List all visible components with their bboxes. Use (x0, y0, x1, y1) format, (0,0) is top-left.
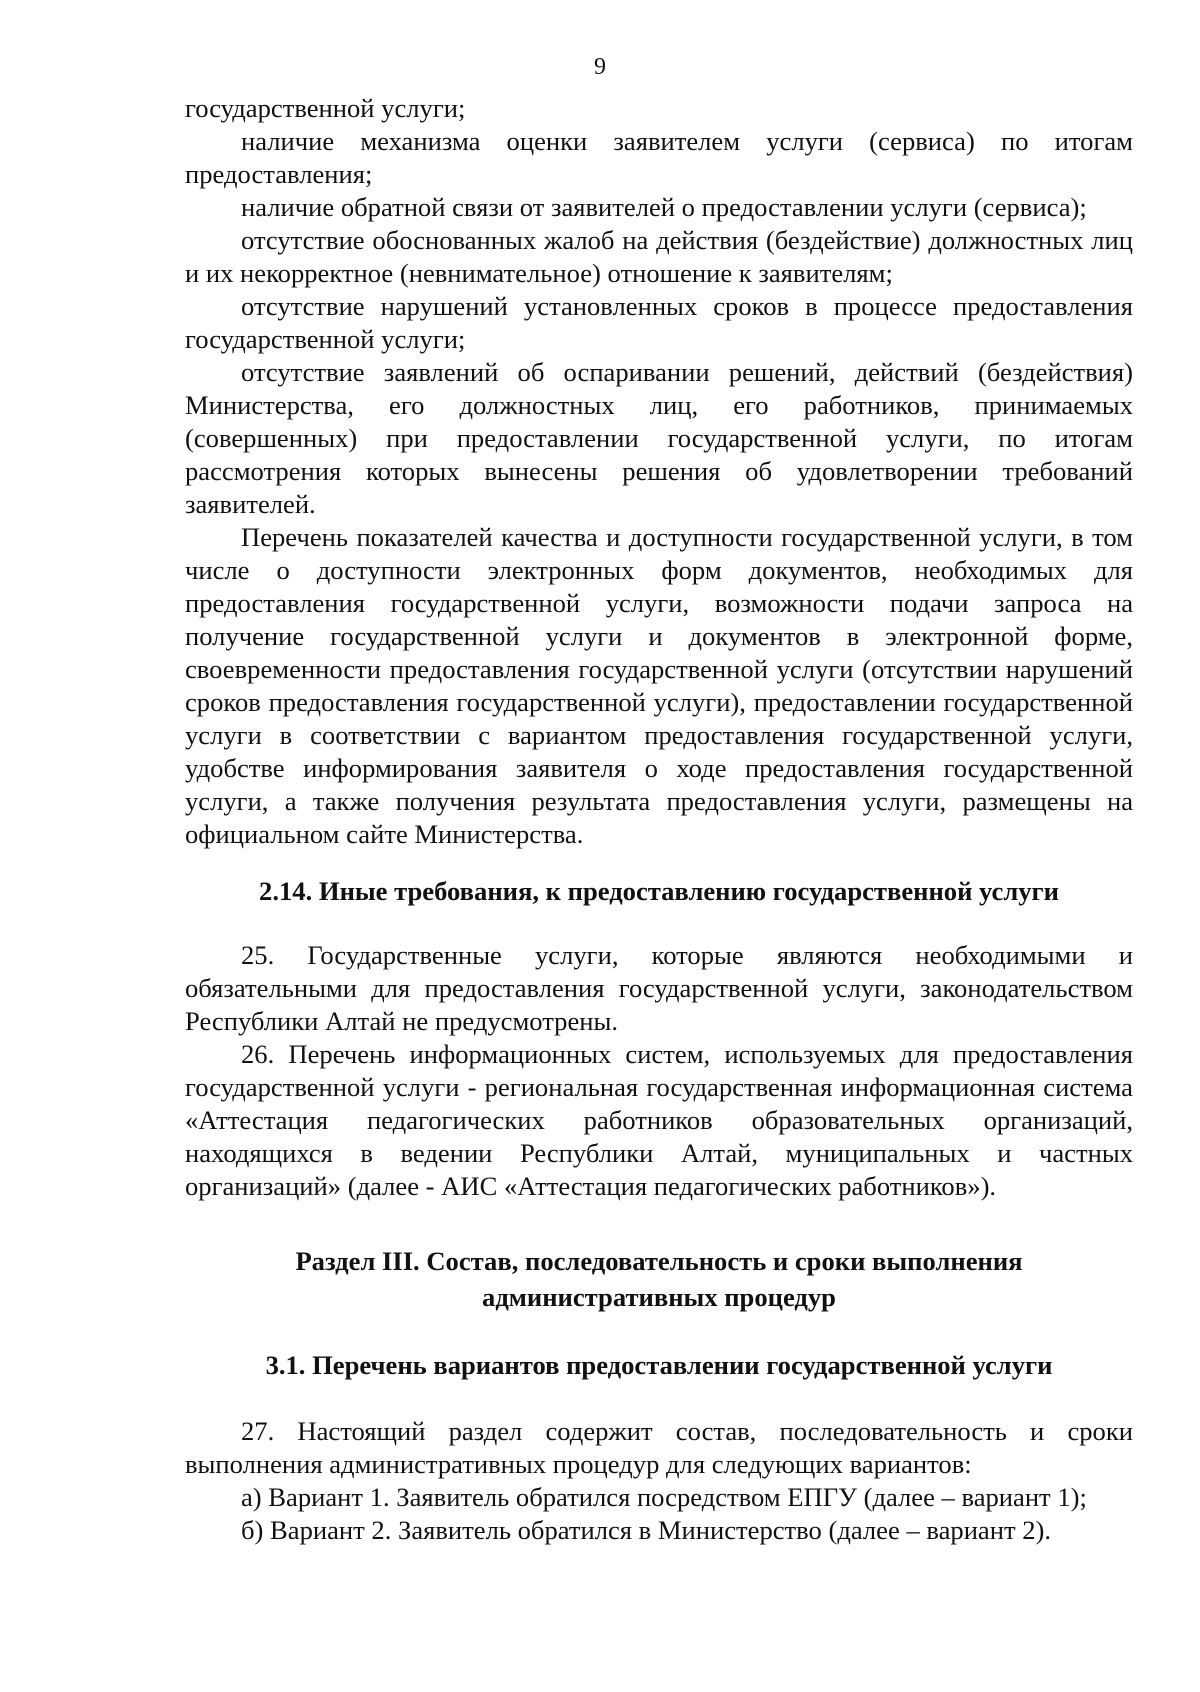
paragraph-item-27: 27. Настоящий раздел содержит состав, последовательность и сроки выполнения административных процедур для следующих вариантов: (185, 1416, 1133, 1479)
document-body (185, 92, 1133, 1547)
paragraph-feedback: наличие обратной связи от заявителей о предоставлении услуги (сервиса); (241, 192, 1087, 222)
paragraph-evaluation-mechanism: наличие механизма оценки заявителем услуги (сервиса) по итогам предоставления; (185, 126, 1133, 189)
paragraph-item-26: 26. Перечень информационных систем, используемых для предоставления государственной услуги - региональная государственная информационная система «Аттестация педагогических работников образовательных организаций, находящихся в ведении Республики Алтай, муниципальных и частных организаций» (далее - АИС «Аттестация педагогических работников»). (185, 1039, 1133, 1201)
paragraph-item-25: 25. Государственные услуги, которые являются необходимыми и обязательными для предоставления государственной услуги, законодательством Республики Алтай не предусмотрены. (185, 940, 1133, 1036)
section-heading-3-line1: Раздел III. Состав, последовательность и сроки выполнения (295, 1246, 1023, 1276)
paragraph-variant-2: б) Вариант 2. Заявитель обратился в Министерство (далее – вариант 2). (241, 1515, 1052, 1545)
paragraph-no-appeals: отсутствие заявлений об оспаривании решений, действий (бездействия) Министерства, его должностных лиц, его работников, принимаемых (совершенных) при предоставлении государственной услуги, по итогам рассмотрения которых вынесены решения об удовлетворении требований заявителей. (185, 357, 1133, 519)
section-heading-3-1: 3.1. Перечень вариантов предоставлении государственной услуги (265, 1350, 1053, 1380)
paragraph-variant-1: а) Вариант 1. Заявитель обратился посредством ЕПГУ (далее – вариант 1); (241, 1482, 1087, 1512)
paragraph-no-deadline-violations: отсутствие нарушений установленных сроков в процессе предоставления государственной услуги; (185, 291, 1133, 354)
section-heading-2-14: 2.14. Иные требования, к предоставлению государственной услуги (259, 876, 1059, 906)
page-number: 9 (594, 54, 606, 80)
paragraph-no-complaints: отсутствие обоснованных жалоб на действия (бездействие) должностных лиц и их некорректное (невнимательное) отношение к заявителям; (185, 225, 1133, 288)
paragraph-quality-indicators: Перечень показателей качества и доступности государственной услуги, в том числе о доступности электронных форм документов, необходимых для предоставления государственной услуги, возможности подачи запроса на получение государственной услуги и документов в электронной форме, своевременности предоставления государственной услуги (отсутствии нарушений сроков предоставления государственной услуги), предоставлении государственной услуги в соответствии с вариантом предоставления государственной услуги, удобстве информирования заявителя о ходе предоставления государственной услуги, а также получения результата предоставления услуги, размещены на официальном сайте Министерства. (185, 522, 1133, 849)
paragraph-continuation: государственной услуги; (185, 93, 466, 123)
section-heading-3-line2: административных процедур (482, 1282, 836, 1312)
